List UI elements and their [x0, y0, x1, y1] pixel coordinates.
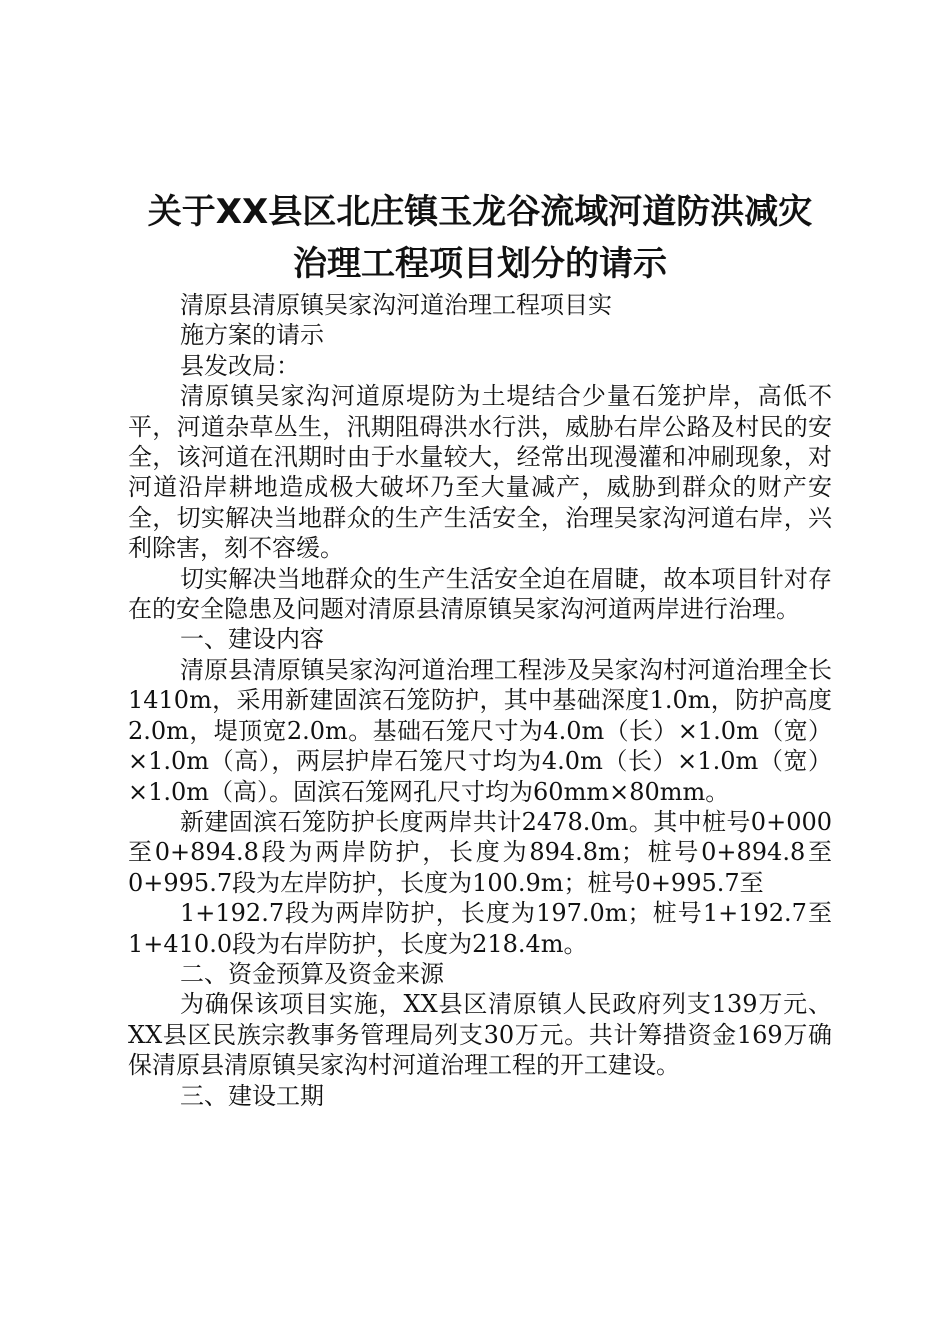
document-title: [128, 186, 832, 290]
paragraph-funding: 为确保该项目实施，XX县区清原镇人民政府列支139万元、XX县区民族宗教事务管理局列支30万元。共计筹措资金169万确保清原县清原镇吴家沟村河道治理工程的开工建设。: [128, 990, 832, 1080]
paragraph-background: 清原镇吴家沟河道原堤防为土堤结合少量石笼护岸，高低不平，河道杂草丛生，汛期阻碍洪水行洪，威胁右岸公路及村民的安全，该河道在汛期时由于水量较大，经常出现漫灌和冲刷现象，对河道沿岸耕地造成极大破坏乃至大量减产，威胁到群众的财产安全，切实解决当地群众的生产生活安全，治理吴家沟河道右岸，兴利除害，刻不容缓。: [128, 382, 832, 563]
subtitle-line-2: 施方案的请示: [180, 321, 324, 350]
section-heading-funding: 二、资金预算及资金来源: [180, 959, 444, 988]
paragraph-urgency: 切实解决当地群众的生产生活安全迫在眉睫，故本项目针对存在的安全隐患及问题对清原县清原镇吴家沟河道两岸进行治理。: [128, 564, 832, 624]
paragraph-protection-length: 新建固滨石笼防护长度两岸共计2478.0m。其中桩号0+000至0+894.8段为两岸防护，长度为894.8m；桩号0+894.8至0+995.7段为左岸防护，长度为100.9m；桩号0+995.7至: [128, 807, 832, 897]
paragraph-protection-length-cont: 1+192.7段为两岸防护，长度为197.0m；桩号1+192.7至1+410.0段为右岸防护，长度为218.4m。: [128, 899, 832, 958]
title-line-1: 关于XX县区北庄镇玉龙谷流域河道防洪减灾: [147, 192, 813, 232]
title-line-2: 治理工程项目划分的请示: [293, 244, 667, 284]
addressee: 县发改局：: [180, 351, 300, 380]
paragraph-construction-content: 清原县清原镇吴家沟河道治理工程涉及吴家沟村河道治理全长1410m，采用新建固滨石笼防护，其中基础深度1.0m，防护高度2.0m，堤顶宽2.0m。基础石笼尺寸为4.0m（长）×1.0m（宽）×1.0m（高），两层护岸石笼尺寸均为4.0m（长）×1.0m（宽）×1.0m（高）。固滨石笼网孔尺寸均为60mm×80mm。: [128, 655, 832, 806]
subtitle-line-1: 清原县清原镇吴家沟河道治理工程项目实: [180, 291, 612, 319]
section-heading-construction: 一、建设内容: [180, 625, 324, 654]
section-heading-schedule: 三、建设工期: [180, 1081, 324, 1110]
document-page: [128, 186, 832, 1111]
